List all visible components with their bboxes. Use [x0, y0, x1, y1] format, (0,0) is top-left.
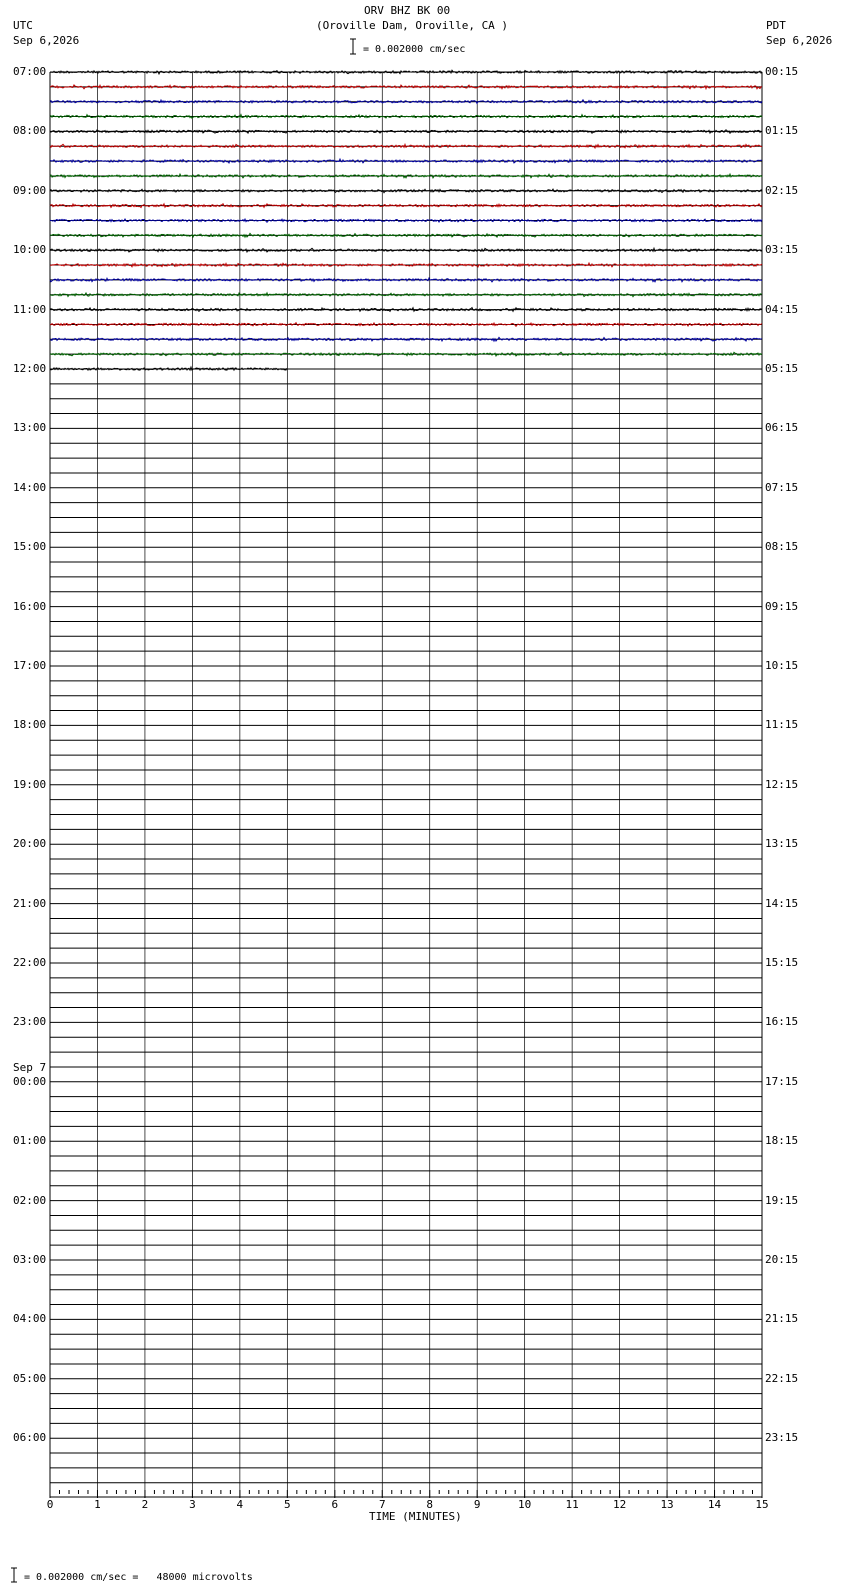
pdt-hour-label: 19:15: [765, 1193, 799, 1207]
utc-hour-label: 00:00: [13, 1074, 47, 1088]
right-date: Sep 6,2026: [766, 34, 833, 47]
utc-hour-label: 04:00: [13, 1312, 47, 1326]
pdt-hour-label: 06:15: [765, 421, 799, 435]
pdt-hour-label: 07:15: [765, 480, 799, 494]
utc-hour-label: 17:00: [13, 659, 47, 672]
seismic-trace-line: [50, 308, 762, 312]
left-date: Sep 6,2026: [13, 34, 80, 47]
grid-lines: [50, 72, 762, 1497]
x-axis: [47, 1490, 769, 1511]
date-change-label: Sep 7: [13, 1061, 47, 1074]
station-title: ORV BHZ BK 00: [364, 4, 451, 17]
utc-hour-label: 18:00: [13, 718, 47, 732]
pdt-hour-label: 15:15: [765, 956, 799, 969]
x-tick-label: 13: [660, 1498, 674, 1511]
x-tick-label: 0: [46, 1498, 54, 1511]
header-scale-bar-icon: [350, 39, 356, 54]
right-timezone: PDT: [766, 19, 786, 32]
x-tick-label: 4: [236, 1498, 244, 1511]
left-timezone: UTC: [13, 19, 33, 32]
utc-hour-label: 14:00: [13, 480, 47, 494]
seismic-traces: [50, 70, 762, 370]
utc-hour-label: 03:00: [13, 1253, 47, 1266]
utc-hour-label: 01:00: [13, 1134, 47, 1148]
x-tick-label: 8: [426, 1498, 434, 1511]
pdt-hour-label: 02:15: [765, 183, 799, 197]
seismic-trace-line: [50, 323, 762, 327]
utc-hour-label: 08:00: [13, 124, 47, 138]
utc-hour-label: 09:00: [13, 183, 47, 197]
utc-hour-label: 23:00: [13, 1015, 47, 1029]
utc-hour-label: 13:00: [13, 421, 47, 435]
x-tick-label: 15: [755, 1498, 769, 1511]
utc-hour-label: 10:00: [13, 243, 47, 257]
utc-hour-label: 22:00: [13, 956, 47, 969]
x-tick-label: 1: [94, 1498, 101, 1511]
pdt-hour-label: 08:15: [765, 540, 799, 554]
scale-bars: [11, 39, 356, 1582]
footer-scale-text: = 0.002000 cm/sec = 48000 microvolts: [24, 1572, 253, 1583]
seismic-trace-line: [50, 233, 762, 237]
x-axis-label: TIME (MINUTES): [369, 1510, 462, 1523]
x-tick-label: 11: [565, 1498, 579, 1511]
pdt-hour-label: 16:15: [765, 1015, 799, 1029]
pdt-hour-label: 10:15: [765, 659, 799, 672]
utc-hour-label: 12:00: [13, 362, 47, 375]
pdt-hour-label: 20:15: [765, 1253, 799, 1266]
pdt-hour-label: 13:15: [765, 837, 799, 851]
utc-hour-label: 21:00: [13, 896, 47, 910]
x-tick-label: 12: [612, 1498, 627, 1511]
pdt-hour-label: 12:15: [765, 777, 799, 791]
pdt-hour-label: 00:15: [765, 65, 799, 78]
seismic-trace-line: [50, 367, 287, 370]
footer-scale-bar-icon: [11, 1568, 17, 1582]
seismic-trace-line: [50, 293, 762, 297]
header-scale-text: = 0.002000 cm/sec: [363, 44, 466, 55]
station-location: (Oroville Dam, Oroville, CA ): [316, 19, 509, 32]
x-tick-label: 9: [473, 1498, 481, 1511]
x-tick-label: 14: [707, 1498, 722, 1511]
pdt-hour-label: 21:15: [765, 1312, 799, 1326]
pdt-hour-label: 11:15: [765, 718, 799, 732]
utc-hour-label: 06:00: [13, 1431, 47, 1445]
utc-hour-label: 16:00: [13, 599, 47, 613]
pdt-hour-label: 01:15: [765, 124, 799, 138]
utc-hour-label: 19:00: [13, 777, 47, 791]
utc-hour-label: 11:00: [13, 302, 47, 316]
utc-hour-label: 20:00: [13, 837, 47, 851]
pdt-hour-label: 17:15: [765, 1074, 799, 1088]
x-tick-label: 6: [331, 1498, 339, 1511]
x-tick-label: 10: [518, 1498, 532, 1511]
pdt-hour-label: 22:15: [765, 1371, 799, 1385]
utc-hour-label: 07:00: [13, 65, 47, 78]
pdt-hour-label: 05:15: [765, 362, 799, 375]
x-tick-label: 2: [141, 1498, 149, 1511]
pdt-hour-label: 09:15: [765, 599, 799, 613]
seismic-trace-line: [50, 337, 762, 341]
pdt-hour-label: 14:15: [765, 896, 799, 910]
pdt-hour-label: 18:15: [765, 1134, 799, 1148]
seismic-trace-line: [50, 352, 762, 356]
x-tick-label: 7: [378, 1498, 386, 1511]
pdt-hour-label: 23:15: [765, 1431, 799, 1445]
utc-hour-label: 15:00: [13, 540, 47, 554]
seismic-trace-line: [50, 204, 762, 208]
utc-hour-label: 02:00: [13, 1193, 47, 1207]
pdt-hour-label: 03:15: [765, 243, 799, 257]
x-tick-label: 3: [189, 1498, 196, 1511]
seismic-trace-line: [50, 130, 762, 133]
x-tick-label: 5: [284, 1498, 291, 1511]
pdt-hour-label: 04:15: [765, 302, 799, 316]
utc-hour-label: 05:00: [13, 1371, 47, 1385]
